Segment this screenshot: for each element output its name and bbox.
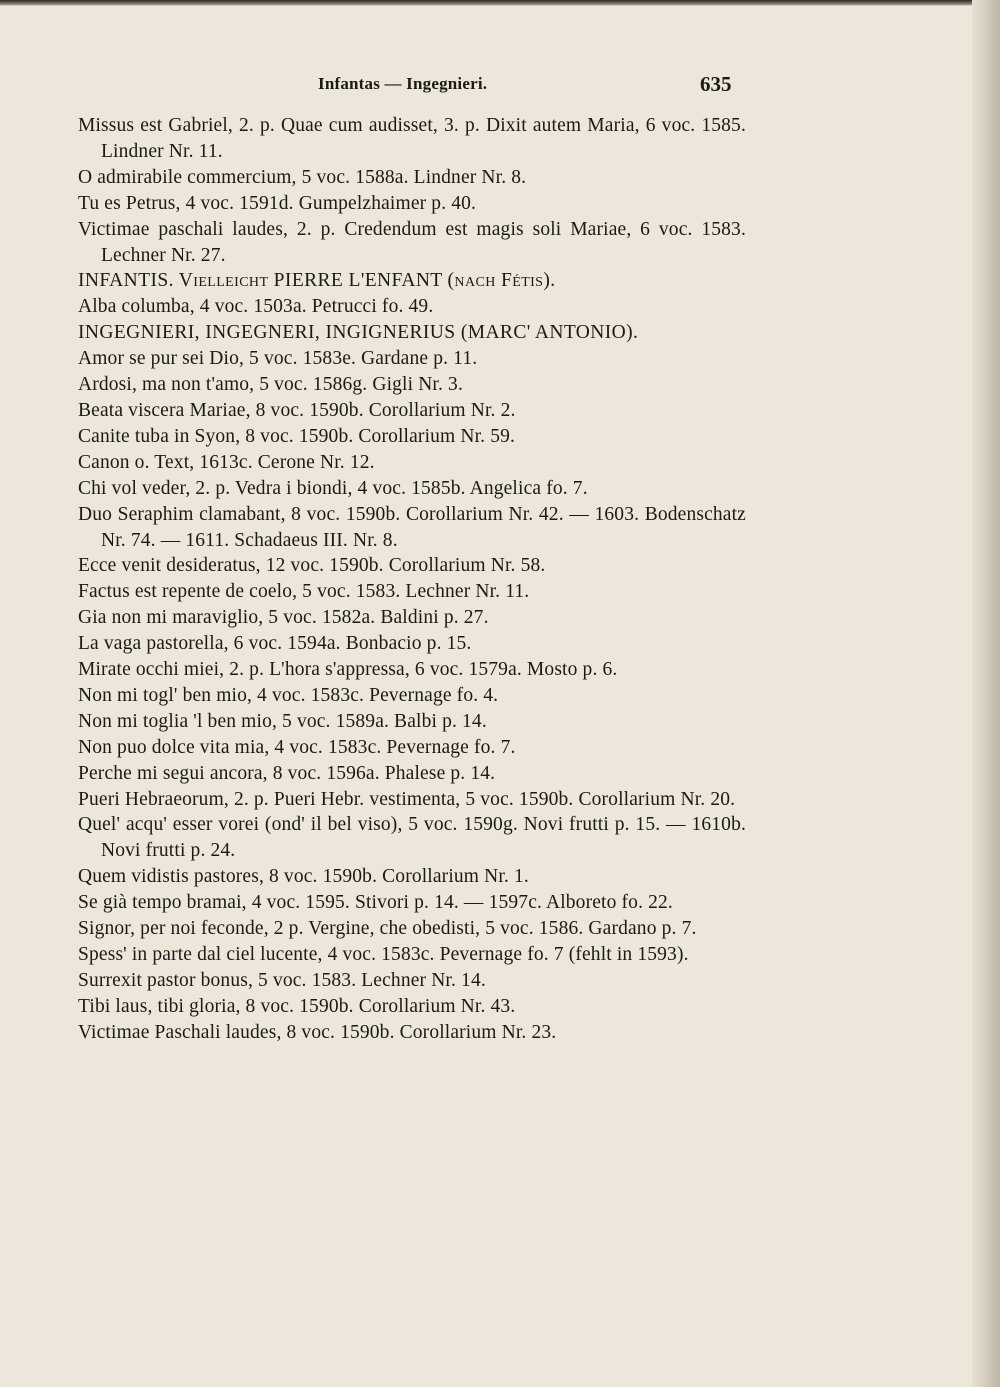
- entry: Pueri Hebraeorum, 2. p. Pueri Hebr. vestimenta, 5 voc. 1590b. Corollarium Nr. 20.: [78, 788, 736, 810]
- composer-heading: INFANTIS. Vielleicht PIERRE L'ENFANT (nach Fétis).: [78, 270, 556, 292]
- entry: Beata viscera Mariae, 8 voc. 1590b. Corollarium Nr. 2.: [78, 399, 516, 421]
- page-header: [0, 74, 1000, 104]
- page-number: 635: [700, 72, 732, 96]
- scan-page-edge: [972, 0, 1000, 1387]
- entry: Victimae Paschali laudes, 8 voc. 1590b. Corollarium Nr. 23.: [78, 1021, 557, 1043]
- entry: Factus est repente de coelo, 5 voc. 1583. Lechner Nr. 11.: [78, 581, 530, 603]
- entry: Non mi toglia 'l ben mio, 5 voc. 1589a. Balbi p. 14.: [78, 710, 487, 732]
- entry: Perche mi segui ancora, 8 voc. 1596a. Phalese p. 14.: [78, 762, 496, 784]
- entry: Chi vol veder, 2. p. Vedra i biondi, 4 voc. 1585b. Angelica fo. 7.: [78, 477, 588, 499]
- catalog-entries: [78, 113, 746, 1046]
- entry: O admirabile commercium, 5 voc. 1588a. Lindner Nr. 8.: [78, 166, 527, 188]
- composer-heading: INGEGNIERI, INGEGNERI, INGIGNERIUS (MARC' ANTONIO).: [78, 322, 639, 344]
- entry: Canite tuba in Syon, 8 voc. 1590b. Corollarium Nr. 59.: [78, 425, 516, 447]
- entry: La vaga pastorella, 6 voc. 1594a. Bonbacio p. 15.: [78, 633, 472, 655]
- entry: Spess' in parte dal ciel lucente, 4 voc. 1583c. Pevernage fo. 7 (fehlt in 1593).: [78, 944, 689, 965]
- entry: Non mi togl' ben mio, 4 voc. 1583c. Pevernage fo. 4.: [78, 684, 499, 706]
- entry: Gia non mi maraviglio, 5 voc. 1582a. Baldini p. 27.: [78, 607, 489, 629]
- entry: Canon o. Text, 1613c. Cerone Nr. 12.: [78, 451, 375, 473]
- entry: Se già tempo bramai, 4 voc. 1595. Stivori p. 14. — 1597c. Alboreto fo. 22.: [78, 892, 673, 914]
- scan-top-edge: [0, 0, 1000, 6]
- entry: Quem vidistis pastores, 8 voc. 1590b. Corollarium Nr. 1.: [78, 866, 529, 888]
- entry: Quel' acqu' esser vorei (ond' il bel viso), 5 voc. 1590g. Novi frutti p. 15. — 1610b. Novi frutti p. 24.: [78, 814, 746, 862]
- entry: Mirate occhi miei, 2. p. L'hora s'appressa, 6 voc. 1579a. Mosto p. 6.: [78, 659, 618, 681]
- entry: Victimae paschali laudes, 2. p. Credendum est magis soli Mariae, 6 voc. 1583. Lechner Nr. 27.: [78, 218, 746, 266]
- entry: Missus est Gabriel, 2. p. Quae cum audisset, 3. p. Dixit autem Maria, 6 voc. 1585. Lindner Nr. 11.: [78, 115, 746, 162]
- entry: Amor se pur sei Dio, 5 voc. 1583e. Gardane p. 11.: [78, 348, 478, 370]
- running-head: Infantas — Ingegnieri.: [318, 74, 488, 93]
- entry: Signor, per noi feconde, 2 p. Vergine, che obedisti, 5 voc. 1586. Gardano p. 7.: [78, 918, 697, 940]
- entry: Surrexit pastor bonus, 5 voc. 1583. Lechner Nr. 14.: [78, 969, 486, 991]
- entry: Ardosi, ma non t'amo, 5 voc. 1586g. Gigli Nr. 3.: [78, 374, 463, 396]
- entry: Non puo dolce vita mia, 4 voc. 1583c. Pevernage fo. 7.: [78, 736, 516, 758]
- entry: Tu es Petrus, 4 voc. 1591d. Gumpelzhaimer p. 40.: [78, 192, 477, 214]
- entry: Tibi laus, tibi gloria, 8 voc. 1590b. Corollarium Nr. 43.: [78, 995, 516, 1017]
- entry: Alba columba, 4 voc. 1503a. Petrucci fo. 49.: [78, 296, 434, 318]
- entry: Duo Seraphim clamabant, 8 voc. 1590b. Corollarium Nr. 42. — 1603. Bodenschatz Nr. 74. — 1611. Schadaeus III. Nr. 8.: [78, 503, 746, 551]
- entry: Ecce venit desideratus, 12 voc. 1590b. Corollarium Nr. 58.: [78, 555, 546, 577]
